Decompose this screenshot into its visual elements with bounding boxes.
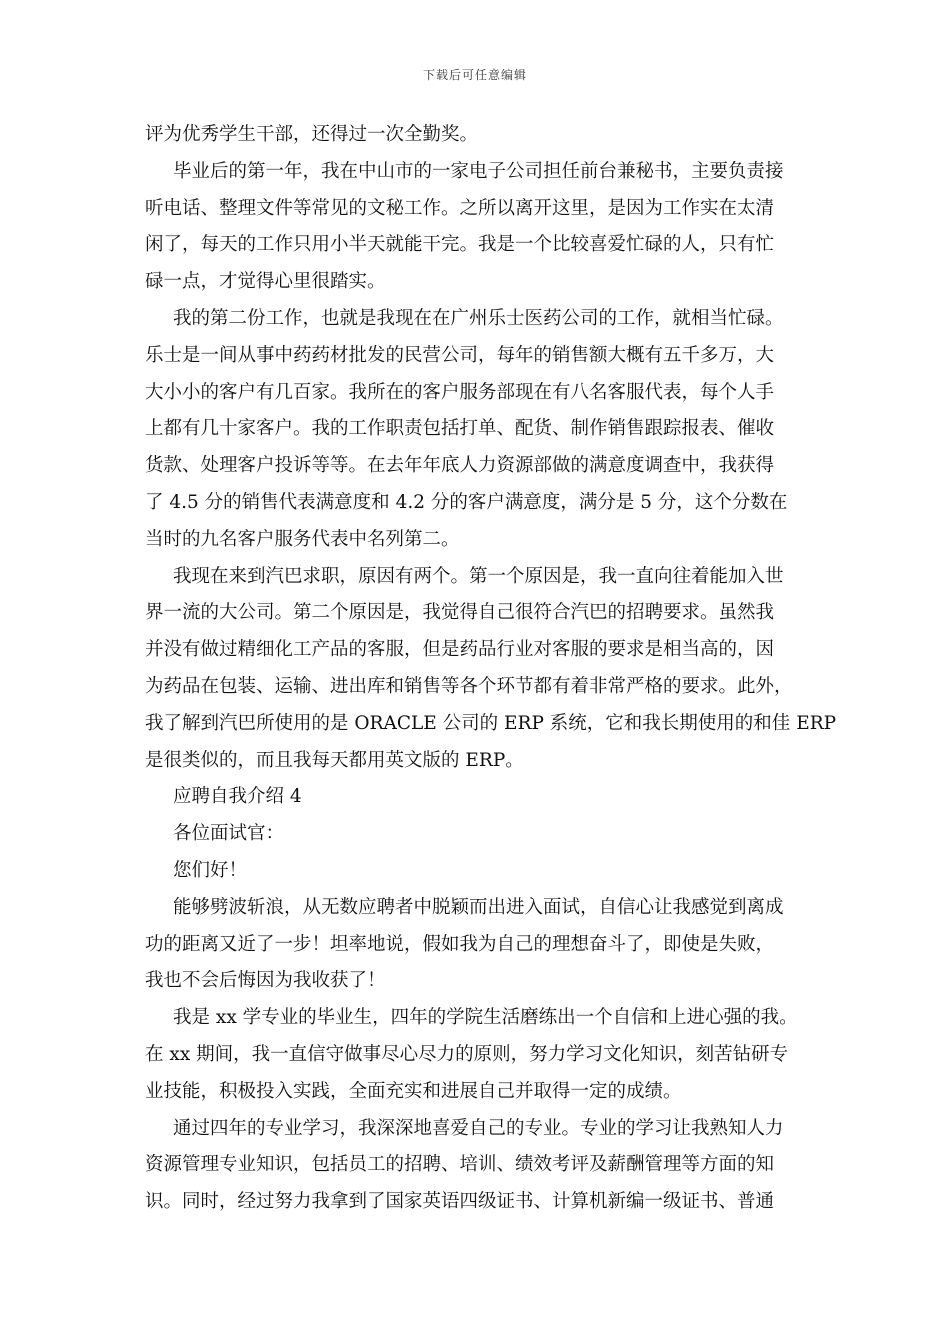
page-header: 下载后可任意编辑 [422,68,527,82]
text-line: 业技能，积极投入实践，全面充实和进展自己并取得一定的成绩。 [145,1080,682,1102]
text-line: 为药品在包装、运输、进出库和销售等各个环节都有着非常严格的要求。此外， [145,675,793,697]
text-line: 我现在来到汽巴求职，原因有两个。第一个原因是，我一直向往着能加入世 [173,565,784,587]
text-line: 我是 xx 学专业的毕业生，四年的学院生活磨练出一个自信和上进心强的我。 [173,1007,798,1029]
text-line: 听电话、整理文件等常见的文秘工作。之所以离开这里，是因为工作实在太清 [145,197,775,219]
text-line: 在 xx 期间，我一直信守做事尽心尽力的原则，努力学习文化知识，刻苦钻研专 [145,1043,789,1065]
text-line: 界一流的大公司。第二个原因是，我觉得自己很符合汽巴的招聘要求。虽然我 [145,602,775,624]
text-line: 毕业后的第一年，我在中山市的一家电子公司担任前台兼秘书，主要负责接 [173,160,784,182]
text-line: 碌一点，才觉得心里很踏实。 [145,271,386,293]
text-line: 功的距离又近了一步！坦率地说，假如我为自己的理想奋斗了，即使是失败， [145,933,775,955]
text-line: 了 4.5 分的销售代表满意度和 4.2 分的客户满意度，满分是 5 分，这个分数在 [145,491,788,513]
text-line: 您们好！ [173,859,248,881]
text-line: 应聘自我介绍 4 [173,786,302,808]
text-line: 当时的九名客户服务代表中名列第二。 [145,528,460,550]
text-line: 并没有做过精细化工产品的客服，但是药品行业对客服的要求是相当高的，因 [145,639,775,661]
text-line: 通过四年的专业学习，我深深地喜爱自己的专业。专业的学习让我熟知人力 [173,1117,784,1139]
text-line: 我也不会后悔因为我收获了！ [145,970,386,992]
text-line: 评为优秀学生干部，还得过一次全勤奖。 [145,124,479,145]
text-line: 乐士是一间从事中药药材批发的民营公司，每年的销售额大概有五千多万，大 [145,344,775,366]
text-line: 我的第二份工作，也就是我现在在广州乐士医药公司的工作，就相当忙碌。 [173,307,784,329]
text-line: 是很类似的，而且我每天都用英文版的 ERP。 [145,749,524,771]
text-line: 闲了，每天的工作只用小半天就能干完。我是一个比较喜爱忙碌的人，只有忙 [145,234,775,256]
text-line: 上都有几十家客户。我的工作职责包括打单、配货、制作销售跟踪报表、催收 [145,418,775,440]
text-line: 我了解到汽巴所使用的是 ORACLE 公司的 ERP 系统，它和我长期使用的和佳 ERP [145,712,837,734]
text-line: 货款、处理客户投诉等等。在去年年底人力资源部做的满意度调查中，我获得 [145,455,775,477]
document-body [145,117,837,1221]
text-line: 各位面试官： [173,823,285,845]
text-line: 大小小的客户有几百家。我所在的客户服务部现在有八名客服代表，每个人手 [145,381,775,403]
text-line: 能够劈波斩浪，从无数应聘者中脱颖而出进入面试，自信心让我感觉到离成 [173,896,784,918]
text-line: 识。同时，经过努力我拿到了国家英语四级证书、计算机新编一级证书、普通 [145,1191,775,1213]
text-line: 资源管理专业知识，包括员工的招聘、培训、绩效考评及薪酬管理等方面的知 [145,1154,775,1176]
